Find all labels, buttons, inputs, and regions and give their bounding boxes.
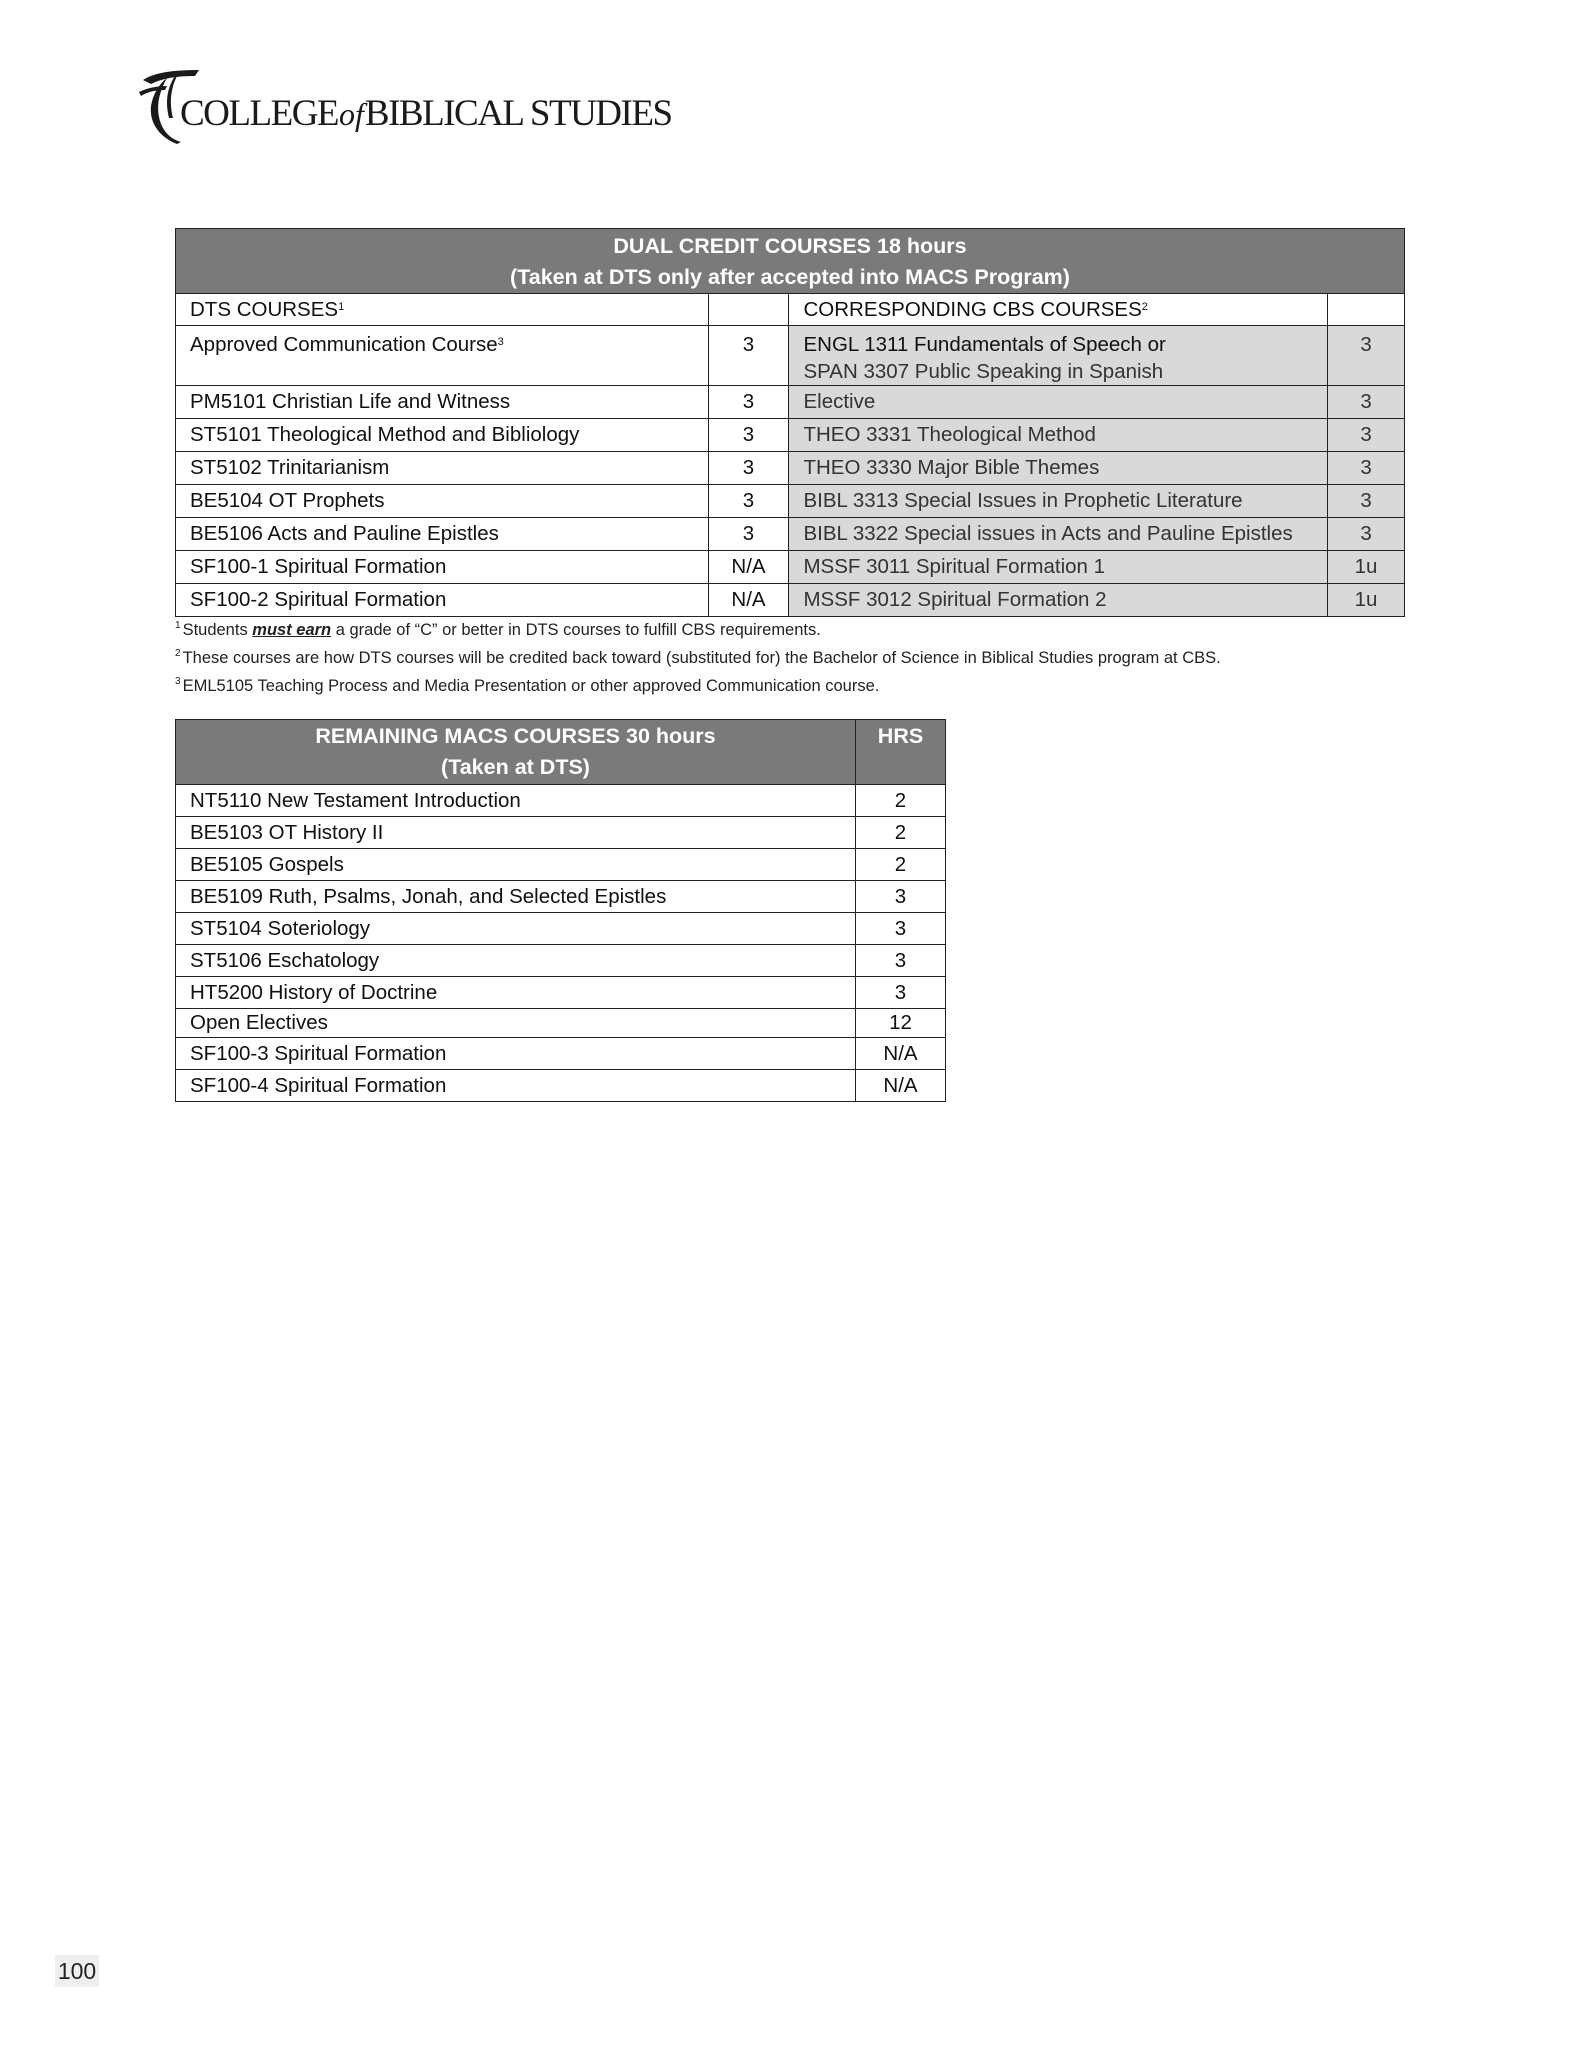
table-header-row <box>176 229 1405 294</box>
dts-course: Approved Communication Course$^3$ <box>176 326 709 386</box>
dts-hrs: N/A <box>708 551 789 584</box>
table-row <box>176 913 946 945</box>
cbs-hrs: 3 <box>1328 326 1405 386</box>
table-row <box>176 881 946 913</box>
course-name: BE5103 OT History II <box>176 817 856 849</box>
course-hrs: 2 <box>856 817 946 849</box>
dts-hrs-header <box>708 294 789 326</box>
table-row <box>176 977 946 1009</box>
dts-hrs: 3 <box>708 452 789 485</box>
cbs-hrs: 1u <box>1328 584 1405 617</box>
cbs-course: BIBL 3313 Special Issues in Prophetic Literature <box>789 485 1328 518</box>
remaining-title: REMAINING MACS COURSES 30 hours (Taken at DTS) <box>176 720 856 785</box>
course-hrs: 3 <box>856 913 946 945</box>
cbs-course: Elective <box>789 386 1328 419</box>
course-hrs: 3 <box>856 977 946 1009</box>
course-name: ST5104 Soteriology <box>176 913 856 945</box>
table-row <box>176 518 1405 551</box>
course-name: BE5105 Gospels <box>176 849 856 881</box>
dts-hrs: 3 <box>708 485 789 518</box>
column-header-row <box>176 294 1405 326</box>
table-row <box>176 817 946 849</box>
table-row <box>176 785 946 817</box>
dts-course: ST5101 Theological Method and Bibliology <box>176 419 709 452</box>
table-row <box>176 584 1405 617</box>
footnote-3: $^3$ EML5105 Teaching Process and Media Presentation or other approved Communication course. <box>175 676 880 695</box>
logo-wordmark: COLLEGEofBIBLICAL STUDIES <box>180 93 672 134</box>
table-row <box>176 485 1405 518</box>
table-row <box>176 945 946 977</box>
course-name: HT5200 History of Doctrine <box>176 977 856 1009</box>
course-hrs: 2 <box>856 785 946 817</box>
cbs-hrs: 3 <box>1328 452 1405 485</box>
dts-courses-header: DTS COURSES$^1$ <box>176 294 709 326</box>
cbs-hrs: 3 <box>1328 485 1405 518</box>
course-name: ST5106 Eschatology <box>176 945 856 977</box>
cbs-course: MSSF 3012 Spiritual Formation 2 <box>789 584 1328 617</box>
dts-course: BE5104 OT Prophets <box>176 485 709 518</box>
remaining-courses-table <box>175 719 946 1102</box>
table-row <box>176 386 1405 419</box>
cbs-course: BIBL 3322 Special issues in Acts and Pauline Epistles <box>789 518 1328 551</box>
table-row <box>176 326 1405 386</box>
cbs-hrs-header <box>1328 294 1405 326</box>
cbs-hrs: 1u <box>1328 551 1405 584</box>
course-name: SF100-3 Spiritual Formation <box>176 1038 856 1070</box>
dts-hrs: 3 <box>708 419 789 452</box>
cbs-hrs: 3 <box>1328 518 1405 551</box>
footnote-1: $^1$ Students must earn a grade of “C” or better in DTS courses to fulfill CBS requirements. <box>175 620 821 639</box>
course-hrs: 2 <box>856 849 946 881</box>
dts-course: PM5101 Christian Life and Witness <box>176 386 709 419</box>
footnote-2: $^2$ These courses are how DTS courses will be credited back toward (substituted for) the Bachelor of Science in Biblical Studies program at CBS. <box>175 648 1221 667</box>
table-row <box>176 1038 946 1070</box>
cbs-course: MSSF 3011 Spiritual Formation 1 <box>789 551 1328 584</box>
page-number: 100 <box>55 1955 99 1987</box>
table-header-row <box>176 720 946 785</box>
dts-hrs: 3 <box>708 326 789 386</box>
course-hrs: 3 <box>856 945 946 977</box>
course-hrs: 12 <box>856 1009 946 1038</box>
cbs-hrs: 3 <box>1328 419 1405 452</box>
table-row <box>176 849 946 881</box>
footnotes <box>175 616 1221 700</box>
table-row <box>176 551 1405 584</box>
course-hrs: 3 <box>856 881 946 913</box>
course-name: Open Electives <box>176 1009 856 1038</box>
table-row <box>176 1009 946 1038</box>
course-name: BE5109 Ruth, Psalms, Jonah, and Selected Epistles <box>176 881 856 913</box>
cbs-course: ENGL 1311 Fundamentals of Speech or SPAN 3307 Public Speaking in Spanish <box>789 326 1328 386</box>
dual-credit-title: DUAL CREDIT COURSES 18 hours (Taken at DTS only after accepted into MACS Program) <box>176 229 1405 294</box>
dual-credit-table <box>175 228 1405 617</box>
hrs-header: HRS <box>856 720 946 785</box>
table-row <box>176 1070 946 1102</box>
dts-course: ST5102 Trinitarianism <box>176 452 709 485</box>
dts-course: SF100-2 Spiritual Formation <box>176 584 709 617</box>
course-name: SF100-4 Spiritual Formation <box>176 1070 856 1102</box>
course-hrs: N/A <box>856 1070 946 1102</box>
dts-hrs: 3 <box>708 386 789 419</box>
cbs-courses-header: CORRESPONDING CBS COURSES$^2$ <box>789 294 1328 326</box>
dts-hrs: 3 <box>708 518 789 551</box>
table-row <box>176 452 1405 485</box>
dts-hrs: N/A <box>708 584 789 617</box>
dts-course: SF100-1 Spiritual Formation <box>176 551 709 584</box>
cbs-hrs: 3 <box>1328 386 1405 419</box>
cbs-course: THEO 3331 Theological Method <box>789 419 1328 452</box>
course-name: NT5110 New Testament Introduction <box>176 785 856 817</box>
cbs-course: THEO 3330 Major Bible Themes <box>789 452 1328 485</box>
dts-course: BE5106 Acts and Pauline Epistles <box>176 518 709 551</box>
table-row <box>176 419 1405 452</box>
course-hrs: N/A <box>856 1038 946 1070</box>
